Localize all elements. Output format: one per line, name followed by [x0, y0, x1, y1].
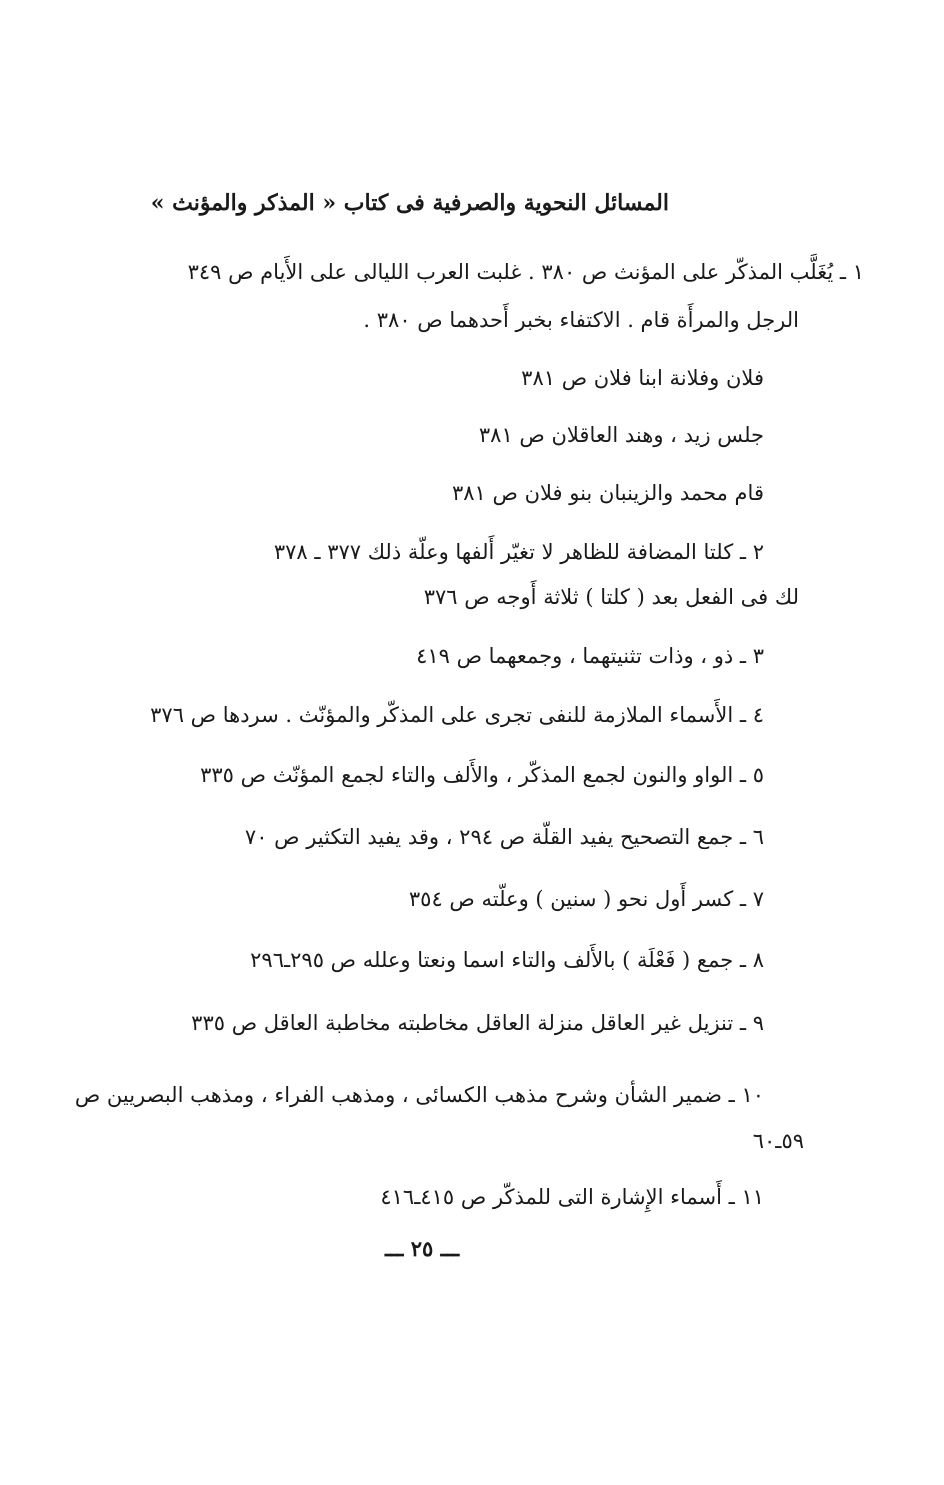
page-number: ـــ ٢٥ ـــ — [385, 1236, 460, 1261]
text-line-4: جلس زيد ، وهند العاقلان ص ٣٨١ — [478, 423, 764, 447]
text-line-15: ١٠ ـ ضمير الشأن وشرح مذهب الكسائى ، ومذهب الفراء ، ومذهب البصريين ص — [74, 1083, 764, 1107]
text-line-7: لك فى الفعل بعد ( كلتا ) ثلاثة أَوجه ص ٣٧٦ — [423, 585, 799, 609]
text-line-14: ٩ ـ تنزيل غير العاقل منزلة العاقل مخاطبته مخاطبة العاقل ص ٣٣٥ — [191, 1011, 764, 1035]
text-line-12: ٧ ـ كسر أَول نحو ( سنين ) وعلّته ص ٣٥٤ — [408, 887, 764, 911]
text-line-3: فلان وفلانة ابنا فلان ص ٣٨١ — [521, 366, 764, 390]
text-line-9: ٤ ـ الأَسماء الملازمة للنفى تجرى على المذكّر والمؤنّث . سردها ص ٣٧٦ — [150, 703, 764, 727]
text-line-11: ٦ ـ جمع التصحيح يفيد القلّة ص ٢٩٤ ، وقد يفيد التكثير ص ٧٠ — [244, 825, 764, 849]
text-line-8: ٣ ـ ذو ، وذات تثنيتهما ، وجمعهما ص ٤١٩ — [416, 644, 764, 668]
text-line-2: الرجل والمرأَة قام . الاكتفاء بخبر أَحدهما ص ٣٨٠ . — [363, 308, 799, 332]
page-title: المسائل النحوية والصرفية فى كتاب « المذكر والمؤنث » — [150, 190, 669, 216]
text-line-10: ٥ ـ الواو والنون لجمع المذكّر ، والأَلف والتاء لجمع المؤنّث ص ٣٣٥ — [200, 763, 764, 787]
text-line-1: ١ ـ يُغَلَّب المذكّر على المؤنث ص ٣٨٠ . غلبت العرب الليالى على الأَيام ص ٣٤٩ — [187, 260, 864, 284]
text-line-5: قام محمد والزينبان بنو فلان ص ٣٨١ — [451, 481, 764, 505]
text-line-6: ٢ ـ كلتا المضافة للظاهر لا تغيّر أَلفها وعلّة ذلك ٣٧٧ ـ ٣٧٨ — [273, 540, 764, 564]
text-line-13: ٨ ـ جمع ( فَعْلَة ) بالأَلف والتاء اسما ونعتا وعلله ص ٢٩٥ـ٢٩٦ — [250, 948, 764, 972]
text-line-17: ١١ ـ أَسماء الإِشارة التى للمذكّر ص ٤١٥ـ٤١٦ — [380, 1185, 764, 1209]
text-line-16: ٥٩ـ٦٠ — [752, 1129, 804, 1153]
